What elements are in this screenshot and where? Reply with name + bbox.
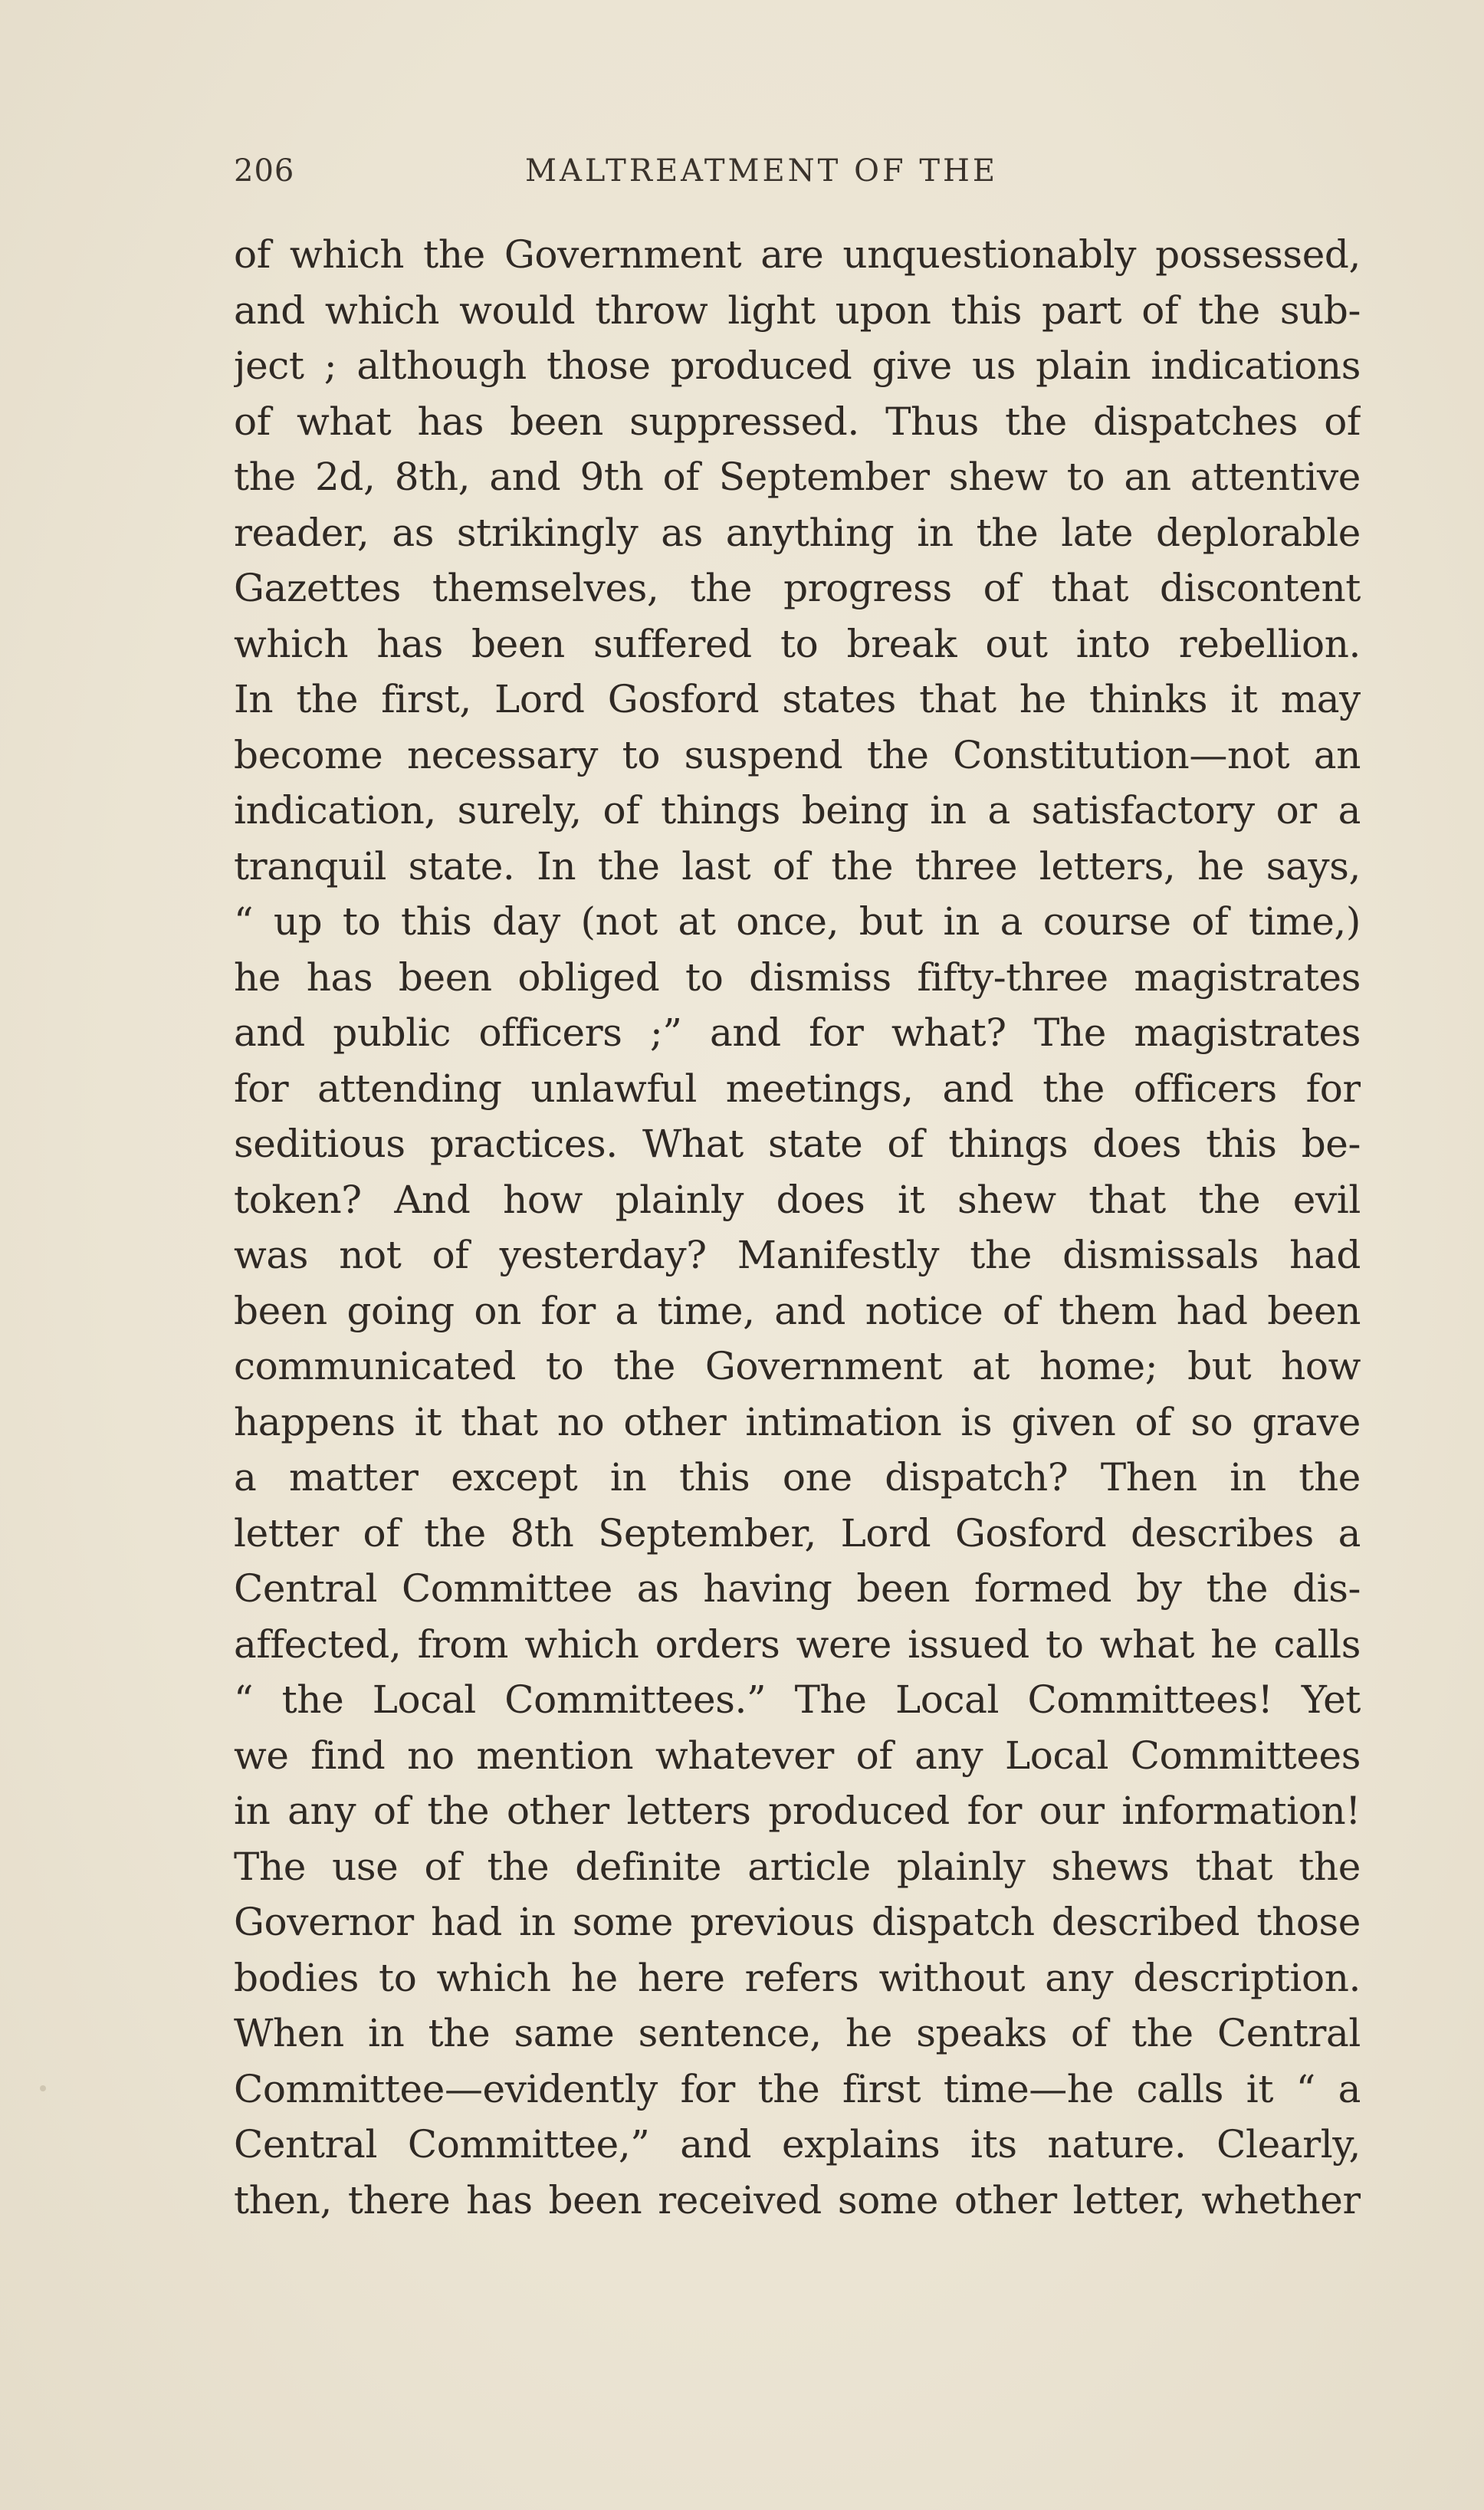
text-line: we find no mention whatever of any Local Committees bbox=[234, 1733, 1361, 1778]
text-line: for attending unlawful meetings, and the officers for bbox=[234, 1066, 1361, 1111]
running-head: MALTREATMENT OF THE bbox=[525, 153, 999, 189]
text-line: which has been suffered to break out into rebellion. bbox=[234, 621, 1361, 666]
paper-speck bbox=[40, 2085, 46, 2091]
text-line: token? And how plainly does it shew that the evil bbox=[234, 1177, 1361, 1222]
text-line: In the first, Lord Gosford states that he thinks it may bbox=[234, 677, 1361, 721]
text-line: been going on for a time, and notice of them had been bbox=[234, 1288, 1361, 1333]
text-line: bodies to which he here refers without any description. bbox=[234, 1955, 1361, 2000]
text-line: Central Committee as having been formed by the dis- bbox=[234, 1566, 1361, 1611]
text-line: seditious practices. What state of things does this be- bbox=[234, 1122, 1361, 1166]
text-line: Central Committee,” and explains its nature. Clearly, bbox=[234, 2122, 1361, 2167]
text-line: of which the Government are unquestionably possessed, bbox=[234, 232, 1361, 277]
text-line: the 2d, 8th, and 9th of September shew to an attentive bbox=[234, 455, 1361, 499]
text-line: then, there has been received some other letter, whether bbox=[234, 2177, 1361, 2223]
text-line: “ up to this day (not at once, but in a course of time,) bbox=[234, 899, 1361, 944]
text-line: When in the same sentence, he speaks of the Central bbox=[234, 2011, 1361, 2055]
text-line: ject ; although those produced give us plain indications bbox=[234, 343, 1361, 388]
text-line: “ the Local Committees.” The Local Committees! Yet bbox=[234, 1677, 1361, 1722]
text-line: become necessary to suspend the Constitution—not an bbox=[234, 732, 1361, 777]
text-line: happens it that no other intimation is given of so grave bbox=[234, 1399, 1361, 1444]
text-line: and public officers ;” and for what? The magistrates bbox=[234, 1010, 1361, 1055]
text-line: he has been obliged to dismiss fifty-three magistrates bbox=[234, 954, 1361, 1000]
text-line: Governor had in some previous dispatch described those bbox=[234, 1900, 1361, 1944]
text-line: was not of yesterday? Manifestly the dismissals had bbox=[234, 1233, 1361, 1277]
page-number: 206 bbox=[234, 153, 295, 189]
text-line: communicated to the Government at home; but how bbox=[234, 1344, 1361, 1388]
text-line: indication, surely, of things being in a satisfactory or a bbox=[234, 788, 1361, 833]
text-line: affected, from which orders were issued to what he calls bbox=[234, 1621, 1361, 1667]
text-line: letter of the 8th September, Lord Gosford describes a bbox=[234, 1510, 1361, 1556]
text-line: in any of the other letters produced for our information! bbox=[234, 1789, 1361, 1833]
text-line: Gazettes themselves, the progress of that discontent bbox=[234, 566, 1361, 610]
text-line: tranquil state. In the last of the three letters, he says, bbox=[234, 843, 1361, 889]
text-line: of what has been suppressed. Thus the dispatches of bbox=[234, 399, 1361, 444]
body-text bbox=[234, 227, 1361, 2228]
text-line: reader, as strikingly as anything in the late deplorable bbox=[234, 510, 1361, 555]
text-line: and which would throw light upon this part of the sub- bbox=[234, 287, 1361, 333]
text-line: Committee—evidently for the first time—he calls it “ a bbox=[234, 2066, 1361, 2111]
text-line: The use of the definite article plainly shews that the bbox=[234, 1844, 1361, 1889]
page-header bbox=[234, 153, 1361, 207]
text-line: a matter except in this one dispatch? Then in the bbox=[234, 1455, 1361, 1500]
